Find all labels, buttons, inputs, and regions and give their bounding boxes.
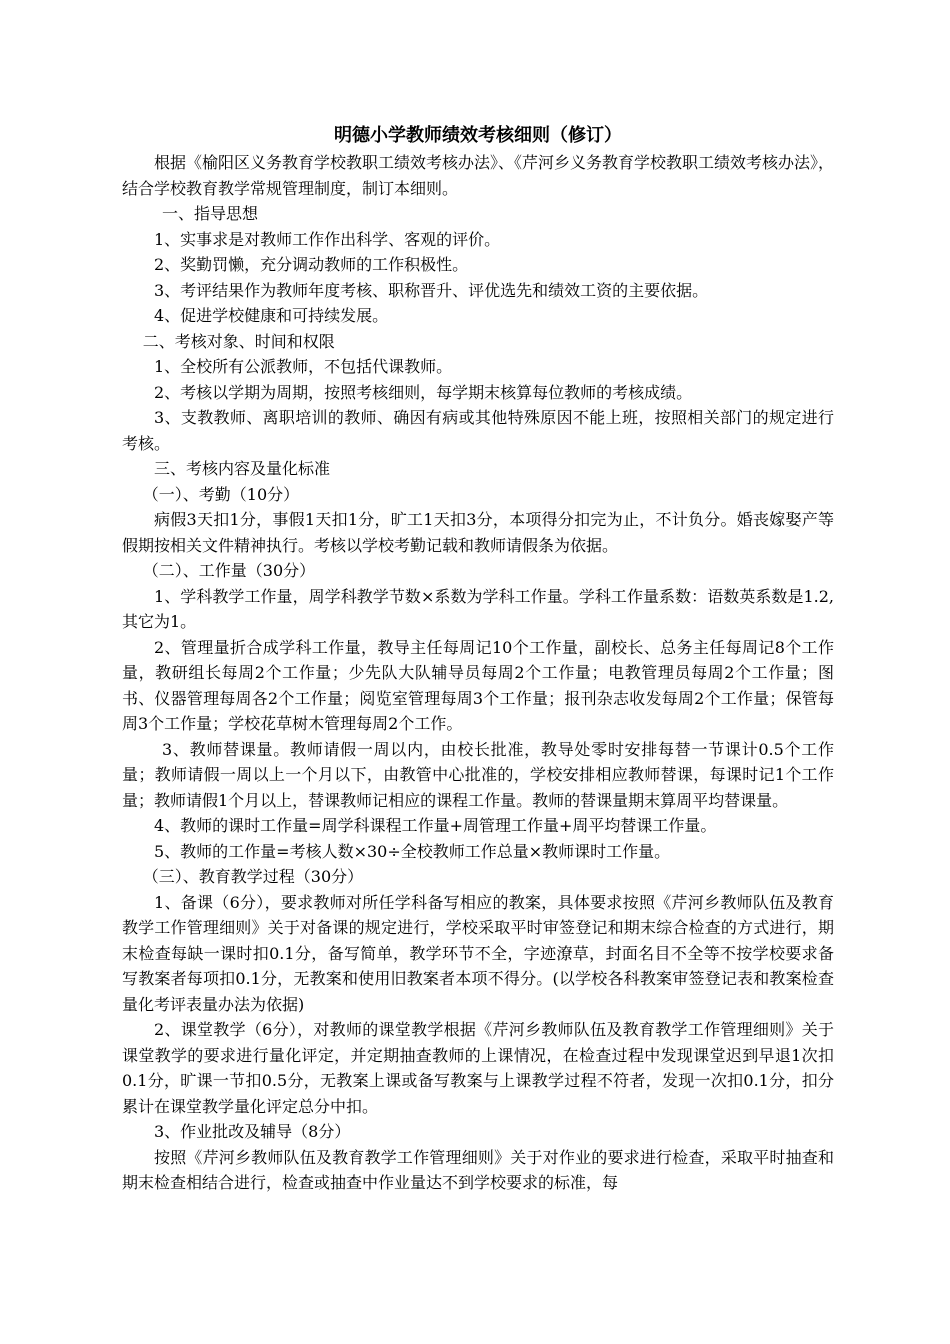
subsection-heading-workload: （二）、工作量（30分） (142, 561, 316, 580)
section-heading-assessment-scope: 二、考核对象、时间和权限 (142, 331, 335, 351)
subsection-heading-teaching-process: （三）、教育教学过程（30分） (142, 867, 364, 886)
paragraph-item: 3、考评结果作为教师年度考核、职称晋升、评优选先和绩效工资的主要依据。 (154, 280, 709, 300)
paragraph-item: 1、学科教学工作量，周学科教学节数×系数为学科工作量。学科工作量系数：语数英系数是1.2,其它为1。 (122, 586, 834, 631)
section-heading-guiding-ideology: 一、指导思想 (162, 204, 259, 223)
paragraph-item: 5、教师的工作量=考核人数×30÷全校教师工作总量×教师课时工作量。 (154, 841, 671, 861)
paragraph-item: 4、教师的课时工作量=周学科课程工作量+周管理工作量+周平均替课工作量。 (154, 816, 717, 835)
section-heading-assessment-content: 三、考核内容及量化标准 (154, 459, 331, 478)
paragraph-item: 2、管理量折合成学科工作量，教导主任每周记10个工作量，副校长、总务主任每周记8个工作量，教研组长每周2个工作量；少先队大队辅导员每周2个工作量；电教管理员每周2个工作量；图书、仪器管理每周各2个工作量；阅览室管理每周3个工作量；报刊杂志收发每周2个工作量；保管每周3个工作量；学校花草树木管理每周2个工作。 (122, 637, 834, 733)
paragraph-item: 4、促进学校健康和可持续发展。 (154, 306, 389, 325)
paragraph-item: 1、全校所有公派教师，不包括代课教师。 (154, 357, 453, 376)
paragraph-item: 1、实事求是对教师工作作出科学、客观的评价。 (154, 229, 501, 249)
paragraph-item: 2、课堂教学（6分），对教师的课堂教学根据《芹河乡教师队伍及教育教学工作管理细则》关于课堂教学的要求进行量化评定，并定期抽查教师的上课情况，在检查过程中发现课堂迟到早退1次扣0.1分，旷课一节扣0.5分，无教案上课或备写教案与上课教学过程不符者，发现一次扣0.1分，扣分累计在课堂教学量化评定总分中扣。 (122, 1020, 834, 1116)
paragraph-item: 2、奖勤罚懒，充分调动教师的工作积极性。 (154, 255, 469, 274)
paragraph-item: 3、支教教师、离职培训的教师、确因有病或其他特殊原因不能上班，按照相关部门的规定进行考核。 (122, 408, 834, 453)
paragraph-item: 3、教师替课量。教师请假一周以内，由校长批准，教导处零时安排每替一节课计0.5个工作量；教师请假一周以上一个月以下，由教管中心批准的，学校安排相应教师替课，每课时记1个工作量；教师请假1个月以上，替课教师记相应的课程工作量。教师的替课量期末算周平均替课量。 (122, 739, 834, 810)
paragraph-item: 3、作业批改及辅导（8分） (154, 1122, 351, 1141)
document-title: 明德小学教师绩效考核细则（修订） (334, 125, 622, 146)
paragraph-item: 2、考核以学期为周期，按照考核细则，每学期末核算每位教师的考核成绩。 (154, 382, 693, 402)
subsection-heading-attendance: （一）、考勤（10分） (142, 484, 300, 504)
document-page (122, 124, 834, 1196)
paragraph-item: 1、备课（6分），要求教师对所任学科备写相应的教案，具体要求按照《芹河乡教师队伍及教育教学工作管理细则》关于对备课的规定进行，学校采取平时审签登记和期末综合检查的方式进行，期末检查每缺一课时扣0.1分，备写简单，教学环节不全，字迹潦草，封面名目不全等不按学校要求备写教案者每项扣0.1分，无教案和使用旧教案者本项不得分。(以学校各科教案审签登记表和教案检查量化考评表量办法为依据) (122, 892, 834, 1014)
paragraph-item: 病假3天扣1分，事假1天扣1分，旷工1天扣3分，本项得分扣完为止，不计负分。婚丧嫁娶产等假期按相关文件精神执行。考核以学校考勤记载和教师请假条为依据。 (122, 510, 834, 555)
paragraph-intro: 根据《榆阳区义务教育学校教职工绩效考核办法》、《芹河乡义务教育学校教职工绩效考核办法》，结合学校教育教学常规管理制度，制订本细则。 (122, 153, 835, 198)
paragraph-item: 按照《芹河乡教师队伍及教育教学工作管理细则》关于对作业的要求进行检查，采取平时抽查和期末检查相结合进行，检查或抽查中作业量达不到学校要求的标准，每 (122, 1147, 834, 1192)
